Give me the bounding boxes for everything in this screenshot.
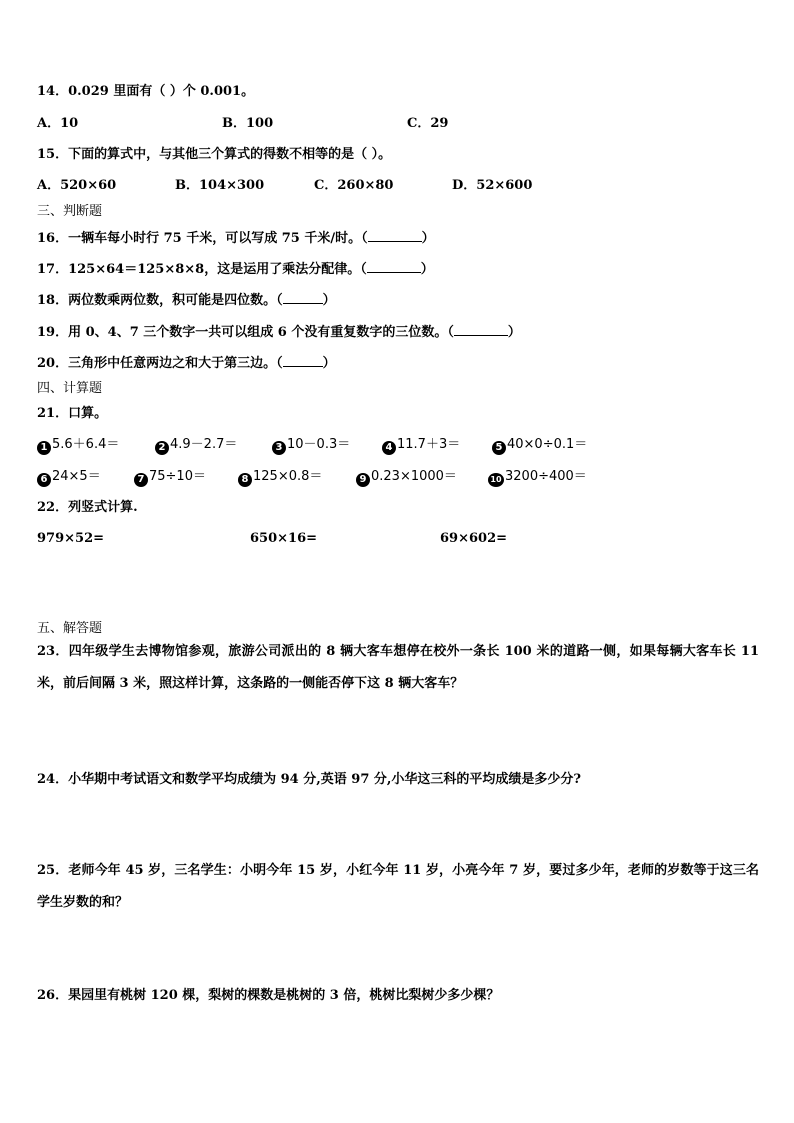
oral-calc-expression: 4.9－2.7＝ xyxy=(170,437,238,452)
oral-calc-expression: 24×5＝ xyxy=(52,469,101,484)
oral-calc-item xyxy=(272,436,350,455)
q19-text: 19．用 0、4、7 三个数字一共可以组成 6 个没有重复数字的三位数。（ xyxy=(37,325,454,340)
question-19 xyxy=(37,323,521,342)
question-22-stem: 22．列竖式计算. xyxy=(37,500,138,515)
circled-number-2: 2 xyxy=(155,441,169,455)
q17-answer-blank[interactable] xyxy=(367,260,421,273)
question-14-stem: 14．0.029 里面有（ ）个 0.001。 xyxy=(37,84,255,99)
q18-answer-blank[interactable] xyxy=(283,291,323,304)
circled-number-10: 10 xyxy=(488,473,504,487)
oral-calc-expression: 3200÷400＝ xyxy=(505,469,587,484)
question-25: 25．老师今年 45 岁，三名学生：小明今年 15 岁，小红今年 11 岁，小亮今年 7 岁，要过多少年，老师的岁数等于这三名学生岁数的和？ xyxy=(37,863,759,910)
q16-answer-blank[interactable] xyxy=(368,229,422,242)
question-15-stem: 15．下面的算式中，与其他三个算式的得数不相等的是（ ）。 xyxy=(37,147,392,162)
circled-number-8: 8 xyxy=(238,473,252,487)
circled-number-5: 5 xyxy=(492,441,506,455)
vertical-calc-item: 650×16= xyxy=(250,531,318,546)
question-17 xyxy=(37,260,434,279)
q15-option-b: B．104×300 xyxy=(175,178,265,193)
circled-number-9: 9 xyxy=(356,473,370,487)
circled-number-3: 3 xyxy=(272,441,286,455)
q18-close: ） xyxy=(322,293,336,308)
q15-option-d: D．52×600 xyxy=(452,178,533,193)
q14-option-a: A．10 xyxy=(37,116,79,131)
question-24: 24．小华期中考试语文和数学平均成绩为 94 分,英语 97 分,小华这三科的平均成绩是多少分? xyxy=(37,772,582,787)
oral-calc-item xyxy=(37,436,119,455)
oral-calc-expression: 11.7＋3＝ xyxy=(397,437,461,452)
vertical-calc-item: 69×602= xyxy=(440,531,508,546)
q17-close: ） xyxy=(420,262,434,277)
q16-text: 16．一辆车每小时行 75 千米，可以写成 75 千米/时。（ xyxy=(37,231,368,246)
oral-calc-item xyxy=(382,436,460,455)
q16-close: ） xyxy=(421,231,435,246)
oral-calc-item xyxy=(155,436,237,455)
oral-calc-item xyxy=(492,436,587,455)
oral-calc-expression: 10－0.3＝ xyxy=(287,437,351,452)
circled-number-6: 6 xyxy=(37,473,51,487)
question-20 xyxy=(37,354,336,373)
q19-close: ） xyxy=(507,325,521,340)
q20-close: ） xyxy=(322,356,336,371)
q15-option-c: C．260×80 xyxy=(314,178,394,193)
q17-text: 17．125×64＝125×8×8，这是运用了乘法分配律。（ xyxy=(37,262,367,277)
oral-calc-item xyxy=(356,468,457,487)
q14-option-b: B．100 xyxy=(222,116,274,131)
oral-calc-item xyxy=(488,468,587,487)
q20-answer-blank[interactable] xyxy=(283,354,323,367)
oral-calc-expression: 0.23×1000＝ xyxy=(371,469,457,484)
q20-text: 20．三角形中任意两边之和大于第三边。（ xyxy=(37,356,283,371)
section-word-problems-heading: 五、解答题 xyxy=(37,621,103,636)
q15-option-a: A．520×60 xyxy=(37,178,117,193)
oral-calc-expression: 5.6＋6.4＝ xyxy=(52,437,120,452)
section-calculation-heading: 四、计算题 xyxy=(37,381,103,396)
question-18 xyxy=(37,291,336,310)
question-21-stem: 21．口算。 xyxy=(37,406,108,421)
oral-calc-item xyxy=(37,468,101,487)
circled-number-7: 7 xyxy=(134,473,148,487)
section-judgement-heading: 三、判断题 xyxy=(37,204,103,219)
question-16 xyxy=(37,229,435,248)
circled-number-4: 4 xyxy=(382,441,396,455)
vertical-calc-item: 979×52= xyxy=(37,531,105,546)
q19-answer-blank[interactable] xyxy=(454,323,508,336)
circled-number-1: 1 xyxy=(37,441,51,455)
q14-option-c: C．29 xyxy=(407,116,449,131)
oral-calc-expression: 75÷10＝ xyxy=(149,469,206,484)
oral-calc-item xyxy=(238,468,322,487)
question-26: 26．果园里有桃树 120 棵，梨树的棵数是桃树的 3 倍，桃树比梨树少多少棵？ xyxy=(37,988,500,1003)
q18-text: 18．两位数乘两位数，积可能是四位数。（ xyxy=(37,293,283,308)
oral-calc-item xyxy=(134,468,206,487)
oral-calc-expression: 125×0.8＝ xyxy=(253,469,323,484)
oral-calc-expression: 40×0÷0.1＝ xyxy=(507,437,588,452)
question-23: 23．四年级学生去博物馆参观，旅游公司派出的 8 辆大客车想停在校外一条长 100 米的道路一侧，如果每辆大客车长 11 米，前后间隔 3 米，照这样计算，这条路的一侧能否停下这 8 辆大客车？ xyxy=(37,644,759,691)
